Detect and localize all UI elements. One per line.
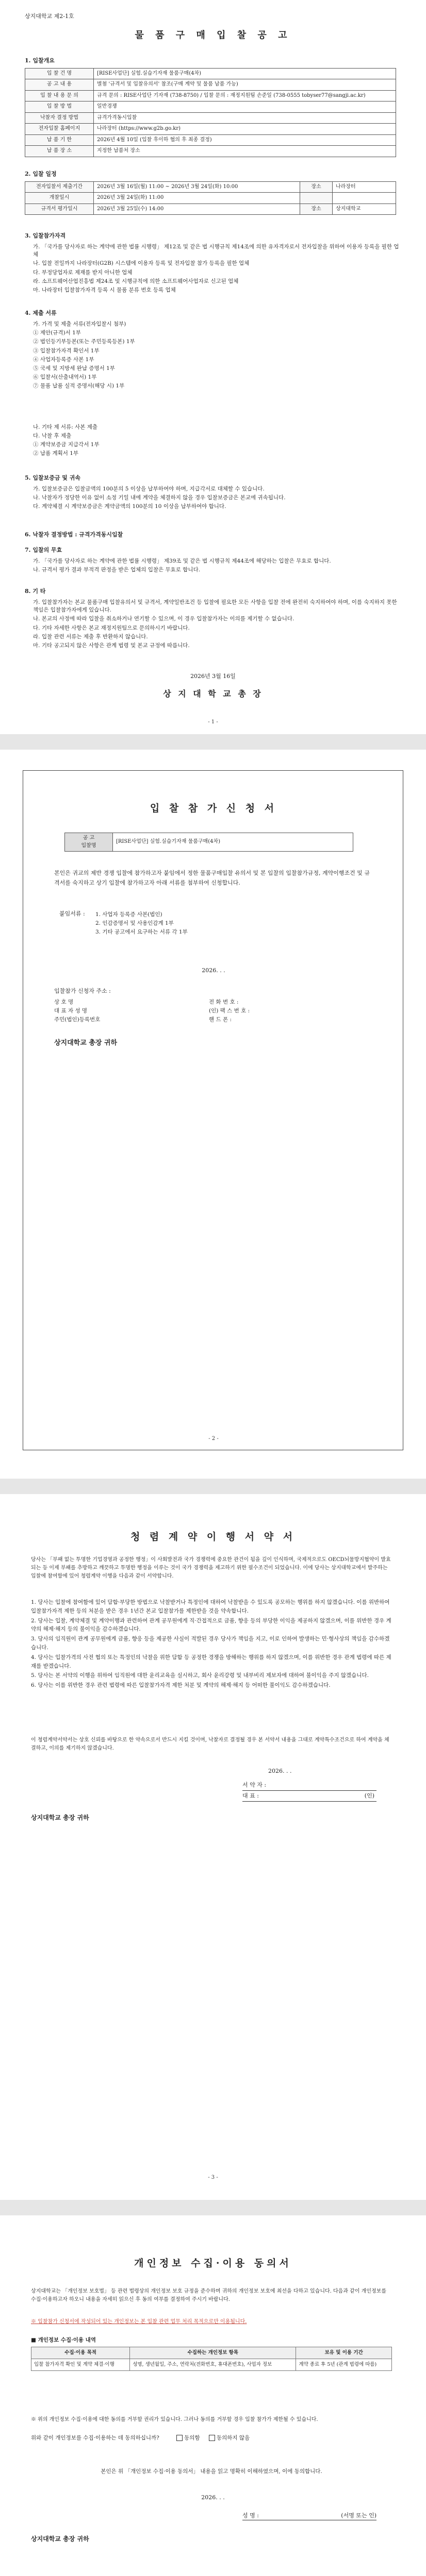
overview-row bbox=[25, 124, 396, 135]
eligibility-item: 마. 나라장터 입찰참가자격 등록 시 물품 분류 번호 등록 업체 bbox=[33, 287, 176, 294]
row-value: 일반경쟁 bbox=[94, 101, 396, 113]
table-cell: 입찰 참가자격 확인 및 계약 체결·이행 bbox=[31, 2359, 130, 2370]
section-invalid bbox=[25, 546, 401, 575]
attachment-item: 2. 인감증명서 및 사용인감계 1부 bbox=[95, 920, 174, 927]
privacy-confirm: 본인은 위 「개인정보 수집·이용 동의서」 내용을 읽고 명확히 이해하였으며, 이에 동의합니다. bbox=[101, 2468, 322, 2475]
row-value: 지정한 납품처 장소 bbox=[94, 146, 396, 157]
document-item: ② 납품 계획서 1부 bbox=[33, 450, 79, 457]
document-item: ⑦ 물품 납품 실적 증명서(해당 시) 1부 bbox=[33, 383, 125, 389]
deposit-item: 다. 계약체결 시 계약보증금은 계약금액의 100분의 10 이상을 납부하여야 합니다. bbox=[33, 503, 226, 510]
etc-item: 다. 기타 자세한 사항은 본교 재정지원팀으로 문의하시기 바랍니다. bbox=[33, 624, 190, 631]
section-heading: 4. 제출 서류 bbox=[25, 310, 57, 316]
applicant-block bbox=[54, 987, 374, 1025]
privacy-title: 개인정보 수집·이용 동의서 bbox=[134, 2258, 292, 2269]
page-separator bbox=[0, 1479, 426, 1494]
overview-row bbox=[25, 146, 396, 157]
schedule-row bbox=[25, 204, 396, 215]
document-item: ⑥ 입찰서(산출내역서) 1부 bbox=[33, 374, 97, 381]
pledge-item: 5. 당사는 본 서약의 이행을 위하여 임직원에 대한 윤리교육을 실시하고, 회사 윤리강령 및 내부비리 제보자에 대하여 불이익을 주지 않겠습니다. bbox=[31, 1672, 369, 1679]
overview-row bbox=[25, 79, 396, 91]
document-item: 가. 가격 및 제출 서류(전자입찰시 첨부) bbox=[33, 320, 126, 327]
deposit-item: 가. 입찰보증금은 입찰금액의 100분의 5 이상을 납부하여야 하며, 지급각서로 대체할 수 있습니다. bbox=[33, 485, 265, 492]
form-title: 입 찰 참 가 신 청 서 bbox=[150, 803, 277, 814]
section-documents bbox=[25, 309, 401, 459]
row-value: 규격가격동시입찰 bbox=[94, 112, 396, 124]
issue-date: 2026년 3월 16일 bbox=[190, 673, 236, 680]
overview-row bbox=[25, 68, 396, 79]
field-right: 전 화 번 호 : bbox=[209, 998, 239, 1005]
place-label bbox=[300, 193, 333, 204]
row-value: 2026년 3월 16일(월) 11:00 ~ 2026년 3월 24일(화) 10:00 bbox=[94, 181, 300, 193]
document-number: 상지대학교 제2-1호 bbox=[25, 13, 74, 20]
schedule-row bbox=[25, 193, 396, 204]
row-label: 공 고 입찰명 bbox=[65, 833, 113, 852]
section-heading: 3. 입찰참가자격 bbox=[25, 232, 66, 239]
overview-row bbox=[25, 101, 396, 113]
attachment-item: 1. 사업자 등록증 사본(법인) bbox=[95, 911, 162, 918]
applicant-field bbox=[54, 1016, 374, 1024]
row-value: 규격 문의 : RISE사업단 기자재 (738-8750) / 입찰 문의 : 재정지원팀 손준일 (738-0555 tobyser77@sangji.ac.kr) bbox=[94, 90, 396, 101]
document-item: ⑤ 국세 및 지방세 완납 증명서 1부 bbox=[33, 365, 115, 372]
pledge-date: 2026. . . bbox=[268, 1768, 292, 1774]
page-3 bbox=[0, 1494, 426, 2195]
pledge-closing: 이 청렴계약서약서는 상호 신뢰를 바탕으로 한 약속으로서 반드시 지킬 것이며, 낙찰자로 결정될 경우 본 서약서 내용을 그대로 계약특수조건으로 하여 계약을 체결하고, 이의를 제기하지 않겠습니다. bbox=[31, 1737, 389, 1751]
application-form-frame bbox=[23, 770, 403, 1450]
place-label: 장소 bbox=[300, 181, 333, 193]
privacy-footer: 상지대학교 총장 귀하 bbox=[31, 2535, 89, 2543]
pledge-item: 3. 당사의 임직원이 관계 공무원에게 금품, 향응 등을 제공한 사실이 적발된 경우 당사가 책임을 지고, 이로 인하여 발생하는 민·형사상의 책임을 감수하겠습니다. bbox=[31, 1636, 390, 1651]
page-title: 물 품 구 매 입 찰 공 고 bbox=[135, 30, 291, 41]
row-value: 2026년 4월 10일 (입찰 후이하 협의 후 최종 결정) bbox=[94, 134, 396, 146]
field-label: 주민(법인)등록번호 bbox=[54, 1016, 101, 1023]
field-label: 상 호 명 bbox=[54, 998, 74, 1005]
eligibility-item: 가. 「국가를 당사자로 하는 계약에 관한 법률 시행령」 제12조 및 같은 법 시행규칙 제14조에 의한 유자격자로서 전자입찰을 위하여 이용자 등록을 필한 업체 bbox=[33, 243, 399, 258]
field-right: (인) 팩 스 번 호 : bbox=[209, 1008, 250, 1014]
column-header: 수집·이용 목적 bbox=[31, 2347, 130, 2359]
page-4 bbox=[0, 2215, 426, 2576]
applicant-field bbox=[54, 1007, 374, 1015]
row-label: 입 찰 방 법 bbox=[25, 101, 94, 113]
page-2 bbox=[0, 750, 426, 1471]
table-cell: 성명, 생년월일, 주소, 연락처(전화번호, 휴대폰번호), 사업자 정보 bbox=[130, 2359, 296, 2370]
section-etc bbox=[25, 587, 401, 651]
table-row bbox=[31, 2359, 392, 2370]
row-label: 낙찰자 결정 방법 bbox=[25, 112, 94, 124]
form-footer: 상지대학교 총장 귀하 bbox=[54, 1039, 118, 1047]
section-heading: 1. 입찰개요 bbox=[25, 57, 55, 64]
privacy-subheading: ■ 개인정보 수집·이용 내역 bbox=[31, 2337, 96, 2343]
pledge-item: 4. 당사는 입찰가격의 사전 협의 또는 특정인의 낙찰을 위한 담합 등 공정한 경쟁을 방해하는 행위를 하지 않겠으며, 이를 위반한 경우 관계 법령에 따른 제재를 받겠습니다. bbox=[31, 1654, 391, 1669]
page-separator bbox=[0, 2200, 426, 2215]
section-heading: 7. 입찰의 무효 bbox=[25, 547, 62, 553]
pledge-intro: 당사는 「부패 없는 투명한 기업경영과 공정한 행정」이 사회발전과 국가 경쟁력에 중요한 관건이 됨을 깊이 인식하며, 국제적으로도 OECD뇌물방지협약이 발효되는 등 이제 부패를 추방하고 깨끗하고 투명한 행정을 이루는 것이 국가 경쟁력을 제고하기 위한 필수조건이 되었습니다. 이에 당사는 상지대학교에서 발주하는 입찰에 참여함에 있어 청렴계약 이행을 다음과 같이 서약합니다. bbox=[31, 1557, 391, 1579]
form-date: 2026. . . bbox=[202, 967, 225, 974]
bid-name-value: [RISE사업단] 실험.실습기자재 물품구매(4차) bbox=[113, 833, 353, 852]
row-label: 전자입찰 홈페이지 bbox=[25, 124, 94, 135]
etc-item: 나. 본교의 사정에 따라 입찰을 취소하거나 연기할 수 있으며, 이 경우 입찰참가자는 이의를 제기할 수 없습니다. bbox=[33, 616, 294, 622]
document-item: ④ 사업자등록증 사본 1부 bbox=[33, 356, 94, 363]
column-header: 수집하는 개인정보 항목 bbox=[130, 2347, 296, 2359]
privacy-table bbox=[31, 2347, 392, 2371]
eligibility-item: 나. 입찰 전일까지 나라장터(G2B) 시스템에 이용자 등록 및 전자입찰 참가 등록을 필한 업체 bbox=[33, 260, 250, 267]
row-value: [RISE사업단] 실험.실습기자재 물품구매(4차) bbox=[94, 68, 396, 79]
document-item: 다. 낙찰 후 제출 bbox=[33, 432, 72, 439]
page-1 bbox=[0, 0, 426, 732]
etc-item: 라. 입찰 관련 서류는 제출 후 반환하지 않습니다. bbox=[33, 633, 148, 640]
eligibility-item: 다. 부정당업자로 제재를 받지 아니한 업체 bbox=[33, 269, 133, 276]
etc-item: 가. 입찰참가자는 본교 물품구매 입찰유의서 및 규격서, 계약일반조건 등 입찰에 필요한 모든 사항을 입찰 전에 완전히 숙지하여야 하며, 이를 숙지하지 못한 책임은 입찰참가자에게 있습니다. bbox=[33, 599, 397, 614]
section-heading: 2. 입찰 일정 bbox=[25, 171, 57, 177]
attachment-item: 3. 기타 공고에서 요구하는 서류 각 1부 bbox=[95, 929, 188, 936]
deposit-item: 나. 낙찰자가 정당한 이유 없이 소정 기일 내에 계약을 체결하지 않을 경우 입찰보증금은 본교에 귀속됩니다. bbox=[33, 495, 286, 501]
document-item: ② 법인등기부등본(또는 주민등록등본) 1부 bbox=[33, 338, 135, 345]
invalid-item: 나. 규격서 평가 결과 부적격 판정을 받은 업체의 입찰은 무효로 합니다. bbox=[33, 567, 201, 573]
applicant-field bbox=[54, 998, 374, 1006]
section-deposit bbox=[25, 474, 401, 512]
row-label: 전자입찰서 제출기간 bbox=[25, 181, 94, 193]
consent-question-row: 위와 같이 개인정보를 수집·이용하는 데 동의하십니까? 동의함 동의하지 않음 bbox=[31, 2435, 250, 2441]
privacy-intro: 상지대학교는 「개인정보 보호법」 등 관련 법령상의 개인정보 보호 규정을 준수하며 귀하의 개인정보 보호에 최선을 다하고 있습니다. 다음과 같이 개인정보를 수집·이용하고자 하오니 내용을 자세히 읽으신 후 동의 여부를 결정하여 주시기 바랍니다. bbox=[31, 2289, 386, 2302]
disagree-checkbox[interactable]: 동의하지 않음 bbox=[209, 2435, 250, 2441]
section-heading: 6. 낙찰자 결정방법 : 규격가격동시입찰 bbox=[25, 531, 123, 538]
row-label: 입 찰 내 용 문 의 bbox=[25, 90, 94, 101]
schedule-table bbox=[25, 181, 396, 215]
overview-row bbox=[25, 90, 396, 101]
row-label: 입 찰 건 명 bbox=[25, 68, 94, 79]
bid-name-table bbox=[64, 833, 353, 852]
section-eligibility bbox=[25, 232, 401, 295]
place-value bbox=[333, 193, 396, 204]
overview-row bbox=[25, 134, 396, 146]
section-schedule bbox=[25, 170, 401, 215]
etc-item: 마. 기타 공고되지 않은 사항은 관계 법령 및 본교 규정에 따릅니다. bbox=[33, 642, 190, 649]
place-label: 장소 bbox=[300, 204, 333, 215]
privacy-date: 2026. . . bbox=[201, 2494, 225, 2501]
applicant-label: 입찰참가 신청자 주소 : bbox=[54, 988, 111, 994]
table-cell: 계약 종료 후 5년 (관계 법령에 따름) bbox=[296, 2359, 392, 2370]
form-intro: 본인은 귀교의 제반 경쟁 입찰에 참가하고자 붙임에서 정한 물품구매입찰 유의서 및 본 입찰의 입찰참가규정, 계약이행조건 및 규격서를 숙지하고 상기 입찰에 참가하고자 아래 서류를 첨부하여 신청합니다. bbox=[54, 870, 370, 886]
row-label: 납 품 장 소 bbox=[25, 146, 94, 157]
schedule-row bbox=[25, 181, 396, 193]
row-label: 공 고 내 용 bbox=[25, 79, 94, 91]
pledge-footer: 상지대학교 총장 귀하 bbox=[31, 1814, 89, 1821]
section-heading: 5. 입찰보증금 및 귀속 bbox=[25, 474, 80, 481]
page-separator bbox=[0, 734, 426, 750]
field-label: 대 표 자 성 명 bbox=[54, 1008, 88, 1014]
pledge-signature: 서 약 자 : 대 표 : (인) bbox=[242, 1780, 376, 1802]
pledge-item: 6. 당사는 이를 위반한 경우 관련 법령에 따른 입찰참가자격 제한 처분 및 계약의 해제·해지 등 어떠한 불이익도 감수하겠습니다. bbox=[31, 1682, 331, 1689]
place-value: 나라장터 bbox=[333, 181, 396, 193]
row-value: 별첨 '규격서 및 입찰유의서' 참조(구매 계약 및 물품 납품 가능) bbox=[94, 79, 396, 91]
page-number: - 2 - bbox=[208, 1436, 219, 1442]
page-number: - 3 - bbox=[208, 2175, 218, 2180]
eligibility-item: 라. 소프트웨어산업진흥법 제24조 및 시행규칙에 의한 소프트웨어사업자로 신고된 업체 bbox=[33, 278, 239, 284]
field-right: 핸 드 폰 : bbox=[209, 1016, 232, 1023]
section-award bbox=[25, 531, 401, 542]
privacy-signature: 성 명 : (서명 또는 인) bbox=[242, 2512, 376, 2520]
page-number: - 1 - bbox=[208, 719, 218, 725]
row-value: 나라장터 (https://www.g2b.go.kr) bbox=[94, 124, 396, 135]
column-header: 보유 및 이용 기간 bbox=[296, 2347, 392, 2359]
document-item: ① 제안(규격)서 1부 bbox=[33, 330, 81, 336]
section-overview bbox=[25, 57, 401, 157]
document-item: ③ 입찰참가자격 확인서 1부 bbox=[33, 347, 100, 354]
row-label: 규격서 평가일시 bbox=[25, 204, 94, 215]
privacy-notice: ※ 입찰참가 신청서에 작성되어 있는 개인정보는 본 입찰 관련 업무 처리 목적으로만 이용됩니다. bbox=[31, 2319, 247, 2325]
row-value: 2026년 3월 24일(화) 11:00 bbox=[94, 193, 300, 204]
overview-table bbox=[25, 68, 396, 157]
overview-row bbox=[25, 112, 396, 124]
place-value: 상지대학교 bbox=[333, 204, 396, 215]
issuer-name: 상 지 대 학 교 총 장 bbox=[163, 689, 263, 699]
row-label: 개찰일시 bbox=[25, 193, 94, 204]
privacy-note: ※ 위의 개인정보 수집·이용에 대한 동의를 거부할 권리가 있습니다. 그러나 동의를 거부할 경우 입찰 참가가 제한될 수 있습니다. bbox=[31, 2417, 318, 2422]
section-heading: 8. 기 타 bbox=[25, 588, 46, 595]
row-label: 납 품 기 한 bbox=[25, 134, 94, 146]
attachments: 붙임서류 : 1. 사업자 등록증 사본(법인) 2. 인감증명서 및 사용인감계 1부 3. 기타 공고에서 요구하는 서류 각 1부 bbox=[59, 910, 369, 938]
document-item: ① 계약보증금 지급각서 1부 bbox=[33, 442, 100, 448]
pledge-title: 청 렴 계 약 이 행 서 약 서 bbox=[130, 1531, 296, 1543]
pledge-item: 1. 당사는 입찰에 참여함에 있어 담합·부당한 방법으로 낙찰받거나 특정인에 대하여 낙찰받을 수 있도록 공모하는 행위를 하지 않겠습니다. 이를 위반하여 입찰참가자격 제한 등의 처분을 받은 경우 1년간 본교 입찰참가를 제한받을 것을 약속합니다. bbox=[31, 1599, 390, 1614]
pledge-item: 2. 당사는 입찰, 계약체결 및 계약이행과 관련하여 관계 공무원에게 직·간접적으로 금품, 향응 등의 부당한 이익을 제공하지 않겠으며, 이를 위반한 경우 계약의 해제·해지 등의 불이익을 감수하겠습니다. bbox=[31, 1617, 391, 1633]
row-value: 2026년 3월 25일(수) 14:00 bbox=[94, 204, 300, 215]
document-item: 나. 기타 제 서류: 사본 제출 bbox=[33, 423, 97, 430]
invalid-item: 가. 「국가를 당사자로 하는 계약에 관한 법률 시행령」 제39조 및 같은 법 시행규칙 제44조에 해당하는 입찰은 무효로 합니다. bbox=[33, 557, 331, 564]
agree-checkbox[interactable]: 동의함 bbox=[176, 2435, 200, 2441]
